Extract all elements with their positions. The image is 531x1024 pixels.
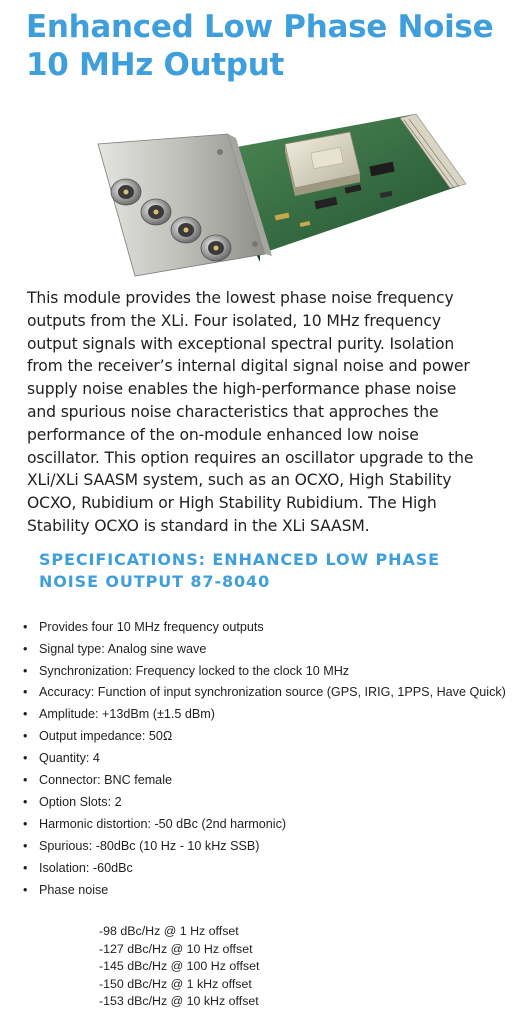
- intro-line: Stability OCXO is standard in the XLi SAASM.: [27, 516, 370, 535]
- spec-item: [22, 771, 527, 789]
- intro-line: and spurious noise characteristics that approches the: [27, 402, 439, 421]
- spec-text: Output impedance: 50Ω: [39, 729, 173, 743]
- intro-line: performance of the on-module enhanced low noise: [27, 425, 419, 444]
- spec-text: Amplitude: +13dBm (±1.5 dBm): [39, 707, 215, 721]
- spec-heading-line-2: NOISE OUTPUT 87-8040: [39, 572, 271, 591]
- bullet-icon: •: [23, 685, 28, 699]
- bullet-icon: •: [23, 883, 28, 897]
- phase-noise-item: -153 dBc/Hz @ 10 kHz offset: [99, 994, 259, 1009]
- spec-item: [22, 618, 527, 636]
- title-line-2: 10 MHz Output: [26, 47, 284, 83]
- module-photo: [60, 104, 470, 284]
- phase-noise-item: -98 dBc/Hz @ 1 Hz offset: [99, 924, 239, 938]
- spec-item: [22, 662, 527, 680]
- spec-item: [22, 727, 527, 745]
- spec-text: Accuracy: Function of input synchronization source (GPS, IRIG, 1PPS, Have Quick): [39, 685, 506, 699]
- spec-text: Harmonic distortion: -50 dBc (2nd harmonic): [39, 817, 287, 831]
- bullet-icon: •: [23, 795, 28, 809]
- spec-text: Spurious: -80dBc (10 Hz - 10 kHz SSB): [39, 839, 260, 853]
- bullet-icon: •: [23, 707, 28, 721]
- intro-line: This module provides the lowest phase noise frequency: [27, 289, 454, 307]
- bullet-icon: •: [23, 729, 28, 743]
- intro-line: XLi/XLi SAASM system, such as an OCXO, High Stability: [27, 471, 452, 490]
- spec-text: Quantity: 4: [39, 751, 100, 765]
- bullet-icon: •: [23, 664, 28, 678]
- intro-line: outputs from the XLi. Four isolated, 10 MHz frequency: [27, 311, 441, 330]
- bullet-icon: •: [23, 817, 28, 831]
- specifications-list: [22, 618, 527, 903]
- spec-text: Option Slots: 2: [39, 795, 122, 809]
- intro-line: from the receiver’s internal digital signal noise and power: [27, 357, 470, 376]
- phase-noise-item: -145 dBc/Hz @ 100 Hz offset: [99, 959, 260, 974]
- spec-text: Provides four 10 MHz frequency outputs: [39, 620, 264, 634]
- phase-noise-item: -150 dBc/Hz @ 1 kHz offset: [99, 976, 252, 991]
- bullet-icon: •: [23, 773, 28, 787]
- spec-text: Connector: BNC female: [39, 773, 172, 787]
- intro-line: OCXO, Rubidium or High Stability Rubidium. The High: [27, 494, 437, 513]
- phase-noise-item: -127 dBc/Hz @ 10 Hz offset: [99, 941, 253, 956]
- specifications-heading: [39, 549, 519, 593]
- spec-text: Phase noise: [39, 883, 109, 897]
- spec-item: [22, 749, 527, 767]
- intro-line: oscillator. This option requires an oscillator upgrade to the: [27, 448, 474, 467]
- intro-line: output signals with exceptional spectral purity. Isolation: [27, 334, 455, 353]
- spec-text: Isolation: -60dBc: [39, 861, 133, 875]
- spec-text: Synchronization: Frequency locked to the clock 10 MHz: [39, 664, 350, 678]
- spec-item: [22, 684, 527, 701]
- spec-item: [22, 793, 527, 811]
- bullet-icon: •: [23, 861, 28, 875]
- spec-item: [22, 815, 527, 833]
- bullet-icon: •: [23, 839, 28, 853]
- spec-text: Signal type: Analog sine wave: [39, 642, 207, 656]
- spec-item: [22, 881, 527, 899]
- spec-item: [22, 837, 527, 855]
- spec-item: [22, 705, 527, 723]
- title-line-1: Enhanced Low Phase Noise: [26, 9, 494, 45]
- bullet-icon: •: [23, 642, 28, 656]
- spec-item: [22, 859, 527, 877]
- bullet-icon: •: [23, 751, 28, 765]
- intro-paragraph: [27, 287, 527, 538]
- spec-heading-line-1: SPECIFICATIONS: ENHANCED LOW PHASE: [39, 550, 440, 569]
- phase-noise-list: [99, 923, 399, 1011]
- page-title: [26, 8, 526, 84]
- intro-line: supply noise enables the high-performance phase noise: [27, 380, 457, 399]
- bullet-icon: •: [23, 620, 28, 634]
- spec-item: [22, 640, 527, 658]
